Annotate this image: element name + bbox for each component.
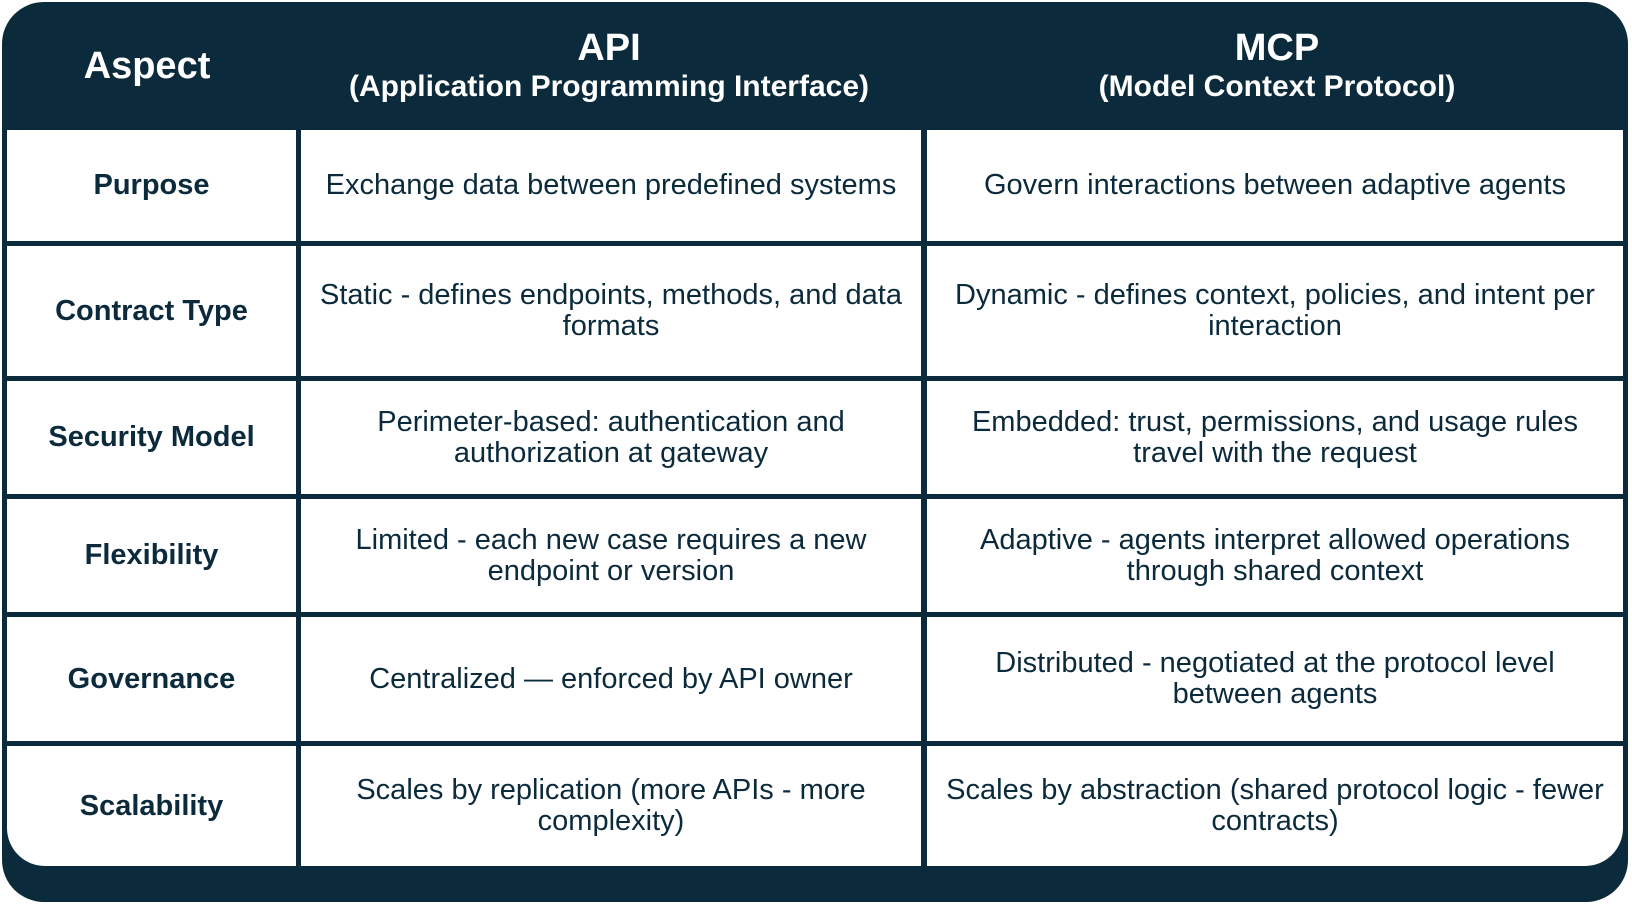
mcp-cell: Distributed - negotiated at the protocol level between agents bbox=[927, 617, 1623, 741]
header-mcp bbox=[926, 2, 1628, 130]
aspect-cell: Scalability bbox=[7, 746, 296, 866]
table-row bbox=[2, 130, 1628, 241]
table-header bbox=[2, 2, 1628, 130]
api-cell: Static - defines endpoints, methods, and data formats bbox=[301, 246, 921, 376]
api-cell: Perimeter-based: authentication and authorization at gateway bbox=[301, 381, 921, 494]
api-cell: Exchange data between predefined systems bbox=[301, 130, 921, 241]
header-api bbox=[298, 2, 920, 130]
header-mcp-subtitle: (Model Context Protocol) bbox=[1098, 70, 1456, 103]
table-row bbox=[2, 381, 1628, 494]
api-cell: Scales by replication (more APIs - more complexity) bbox=[301, 746, 921, 866]
mcp-cell: Dynamic - defines context, policies, and intent per interaction bbox=[927, 246, 1623, 376]
header-api-title: API bbox=[577, 27, 641, 69]
header-aspect: Aspect bbox=[83, 44, 211, 87]
mcp-cell: Scales by abstraction (shared protocol logic - fewer contracts) bbox=[927, 746, 1623, 866]
header-api-subtitle: (Application Programming Interface) bbox=[348, 70, 870, 103]
api-cell: Limited - each new case requires a new endpoint or version bbox=[301, 499, 921, 612]
mcp-cell: Govern interactions between adaptive agents bbox=[927, 130, 1623, 241]
aspect-cell: Contract Type bbox=[7, 246, 296, 376]
aspect-cell: Governance bbox=[7, 617, 296, 741]
aspect-cell: Security Model bbox=[7, 381, 296, 494]
table-row bbox=[2, 617, 1628, 741]
table-row bbox=[2, 246, 1628, 376]
aspect-cell: Purpose bbox=[7, 130, 296, 241]
table-row bbox=[2, 746, 1628, 866]
aspect-cell: Flexibility bbox=[7, 499, 296, 612]
mcp-cell: Adaptive - agents interpret allowed operations through shared context bbox=[927, 499, 1623, 612]
header-mcp-title: MCP bbox=[1234, 27, 1320, 69]
api-cell: Centralized — enforced by API owner bbox=[301, 617, 921, 741]
comparison-table bbox=[2, 2, 1628, 902]
mcp-cell: Embedded: trust, permissions, and usage rules travel with the request bbox=[927, 381, 1623, 494]
table-row bbox=[2, 499, 1628, 612]
